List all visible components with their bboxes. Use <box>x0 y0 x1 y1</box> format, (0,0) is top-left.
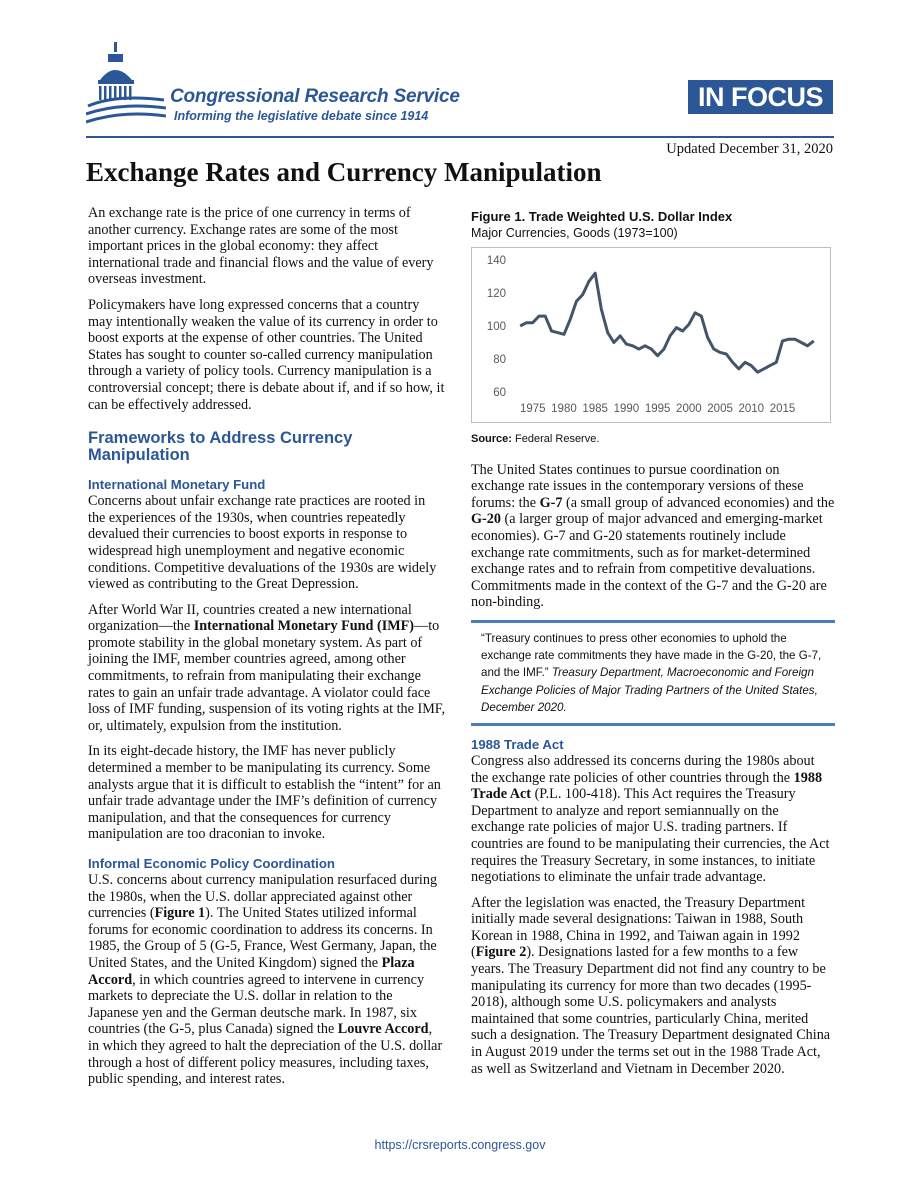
x-tick-label: 1980 <box>551 403 577 415</box>
x-tick-label: 1995 <box>644 403 671 415</box>
right-column <box>471 205 835 1086</box>
body-paragraph: In its eight-decade history, the IMF has never publicly determined a member to be manipulating its currency. Some analysts argue that it is difficult to establish the “intent” for an unfair trade advantage under the IMF’s definition of currency manipulation, and that the consequences for currency manipulation are too draconian to invoke. <box>88 743 441 843</box>
y-tick-label: 80 <box>493 354 506 366</box>
body-paragraph <box>471 753 835 886</box>
text-run: (a small group of advanced economies) and the <box>562 494 835 511</box>
left-column <box>88 205 446 1097</box>
quote-text <box>481 630 825 716</box>
x-tick-label: 1990 <box>613 403 640 415</box>
y-tick-label: 140 <box>486 255 506 267</box>
quote-citation: Treasury Department, Macroeconomic and Foreign Exchange Policies of Major Trading Partners of the United States, December 2020. <box>481 666 818 714</box>
x-tick-label: 2005 <box>707 403 733 415</box>
chart-frame <box>471 247 831 423</box>
y-tick-label: 120 <box>486 288 506 300</box>
pull-quote <box>471 620 835 726</box>
text-run: ). The United States utilized informal forums for economic coordination to address its concerns. In 1985, the Group of 5 (G-5, France, West Germany, Japan, the United States, and the United Kingdom) signed the <box>88 905 437 971</box>
footer-url-link[interactable]: https://crsreports.congress.gov <box>374 1138 546 1152</box>
figure-reference: Figure 1 <box>154 905 206 922</box>
source-label: Source: <box>471 433 512 445</box>
bold-term: G-7 <box>539 494 563 511</box>
source-text: Federal Reserve. <box>511 433 600 445</box>
text-run: , in which countries agreed to intervene in currency markets to depreciate the U.S. dollar in relation to the Japanese yen and the German deutsche mark. In 1987, six countries (the G-5, plus Canada) signed the <box>88 971 425 1038</box>
bold-term: Louvre Accord <box>337 1021 429 1038</box>
bold-term: G-20 <box>471 511 501 528</box>
bold-term: 1988 Trade Act <box>471 769 823 803</box>
header-rule <box>86 136 834 138</box>
bold-term: International Monetary Fund (IMF) <box>193 618 415 635</box>
figure-title: Figure 1. Trade Weighted U.S. Dollar Index <box>471 209 733 224</box>
figure-reference: Figure 2 <box>475 944 527 961</box>
in-focus-badge: IN FOCUS <box>688 80 833 114</box>
x-tick-label: 2000 <box>676 403 702 415</box>
text-run: After the legislation was enacted, the Treasury Department initially made several designations: Taiwan in 1988, South Korean in 1988, China in 1992, and Taiwan again in 1992 ( <box>471 894 806 961</box>
body-paragraph <box>88 872 446 1088</box>
body-paragraph <box>88 602 446 735</box>
body-paragraph <box>471 895 835 1078</box>
org-name: Congressional Research Service <box>170 86 460 107</box>
subsection-heading: International Monetary Fund <box>88 477 266 493</box>
text-run: The United States continues to pursue coordination on exchange rate issues in the contemporary versions of these forums: the <box>471 461 804 511</box>
x-tick-label: 2015 <box>769 403 796 415</box>
y-tick-label: 100 <box>486 321 506 333</box>
dollar-index-chart <box>472 248 830 422</box>
quote-body: “Treasury continues to press other economies to uphold the exchange rate commitments they have made in the G-20, the G-7, and the IMF.” <box>481 631 822 680</box>
intro-paragraph: Policymakers have long expressed concerns that a country may intentionally weaken the value of its currency in order to boost exports at the expense of other countries. The United States has sought to counter so-called currency manipulation through a variety of policy tools. Currency manipulation is a controversial concept; there is debate about if, and if so how, it can be effectively addressed. <box>88 296 445 413</box>
bold-term: Plaza Accord <box>88 954 415 988</box>
series-line <box>520 273 814 372</box>
page-header <box>0 0 920 140</box>
y-tick-label: 60 <box>493 387 506 399</box>
text-run: After World War II, countries created a new international organization—the <box>88 601 412 635</box>
updated-date: Updated December 31, 2020 <box>666 141 833 157</box>
text-run: (a larger group of major advanced and emerging-market economies). G-7 and G-20 statements routinely include exchange rate commitments, such as for market-determined exchange rates and to refrain from competitive devaluations. Commitments made in the context of the G-7 and the G-20 are non-binding. <box>471 511 827 611</box>
capitol-dome-icon <box>86 40 166 130</box>
x-tick-label: 2010 <box>738 403 765 415</box>
body-paragraph: Concerns about unfair exchange rate practices are rooted in the experiences of the 1930s, when countries repeatedly devalued their currencies to boost exports in response to widespread high unemployment and negative economic conditions. Competitive devaluations of the 1930s are widely viewed as contributing to the Great Depression. <box>88 493 437 593</box>
figure-subtitle: Major Currencies, Goods (1973=100) <box>471 226 678 240</box>
x-tick-label: 1975 <box>519 403 546 415</box>
text-run: ). Designations lasted for a few months to a few years. The Treasury Department did not find any country to be manipulating its currency for more than two decades (1995-2018), although some U.S. policymakers and analysts maintained that some countries, particularly China, merited such a designation. The Treasury Department designated China in August 2019 under the terms set out in the 1988 Trade Act, as well as Switzerland and Vietnam in December 2020. <box>471 944 831 1077</box>
intro-paragraph: An exchange rate is the price of one currency in terms of another currency. Exchange rates are some of the most important prices in the global economy: they affect international trade and financial flows and the value of every overseas investment. <box>88 205 434 288</box>
subsection-heading: 1988 Trade Act <box>471 736 564 752</box>
figure-source <box>471 431 835 448</box>
body-paragraph <box>471 462 835 611</box>
text-run: (P.L. 100-418). This Act requires the Treasury Department to analyze and report semiannually on the exchange rate policies of major U.S. trading partners. If countries are found to be manipulating their currencies, the Act requires the Treasury Secretary, in some instances, to initiate negotiations to eliminate the unfair trade advantage. <box>471 786 830 886</box>
section-heading: Frameworks to Address Currency Manipulation <box>88 429 353 465</box>
text-run: , in which they agreed to halt the depreciation of the U.S. dollar through a host of different policy measures, including taxes, public spending, and interest rates. <box>88 1021 443 1088</box>
org-tagline: Informing the legislative debate since 1914 <box>174 109 429 123</box>
x-tick-label: 1985 <box>582 403 608 415</box>
text-run: U.S. concerns about currency manipulation resurfaced during the 1980s, when the U.S. dollar appreciated against other currencies ( <box>88 872 438 922</box>
page-title: Exchange Rates and Currency Manipulation <box>86 157 602 187</box>
text-run: —to promote stability in the global monetary system. As part of joining the IMF, member countries agreed, among other commitments, to refrain from manipulating their exchange rates to gain an unfair trade advantage. A violator could face loss of IMF funding, suspension of its voting rights at the IMF, or, ultimately, expulsion from the institution. <box>88 618 446 734</box>
subsection-heading: Informal Economic Policy Coordination <box>88 856 335 871</box>
text-run: Congress also addressed its concerns during the 1980s about the exchange rate policies of other countries through the <box>471 752 815 786</box>
